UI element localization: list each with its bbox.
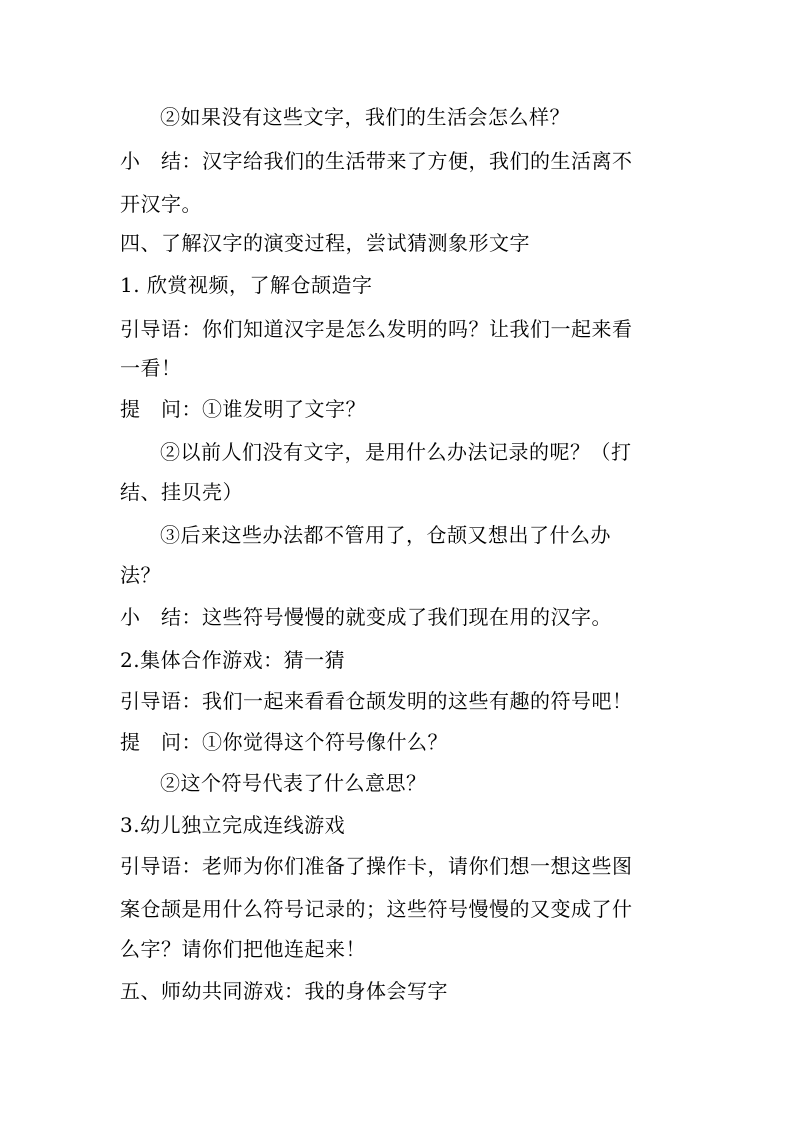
text-line: ②如果没有这些文字，我们的生活会怎么样？: [160, 105, 570, 129]
text-line: 引导语：你们知道汉字是怎么发明的吗？让我们一起来看: [120, 317, 633, 341]
text-line: 小 结：这些符号慢慢的就变成了我们现在用的汉字。: [120, 605, 612, 629]
subsection-heading: 1. 欣赏视频，了解仓颉造字: [120, 273, 373, 297]
text-line: 案仓颉是用什么符号记录的；这些符号慢慢的又变成了什: [120, 897, 633, 921]
text-line: 小 结：汉字给我们的生活带来了方便，我们的生活离不: [120, 149, 633, 173]
text-line: 法？: [120, 563, 161, 587]
section-heading: 五、师幼共同游戏：我的身体会写字: [120, 979, 448, 1003]
text-line: 开汉字。: [120, 192, 202, 216]
text-line: ②这个符号代表了什么意思？: [160, 771, 427, 795]
subsection-heading: 3.幼儿独立完成连线游戏: [120, 813, 346, 837]
text-line: 引导语：我们一起来看看仓颉发明的这些有趣的符号吧！: [120, 689, 633, 713]
text-line: 引导语：老师为你们准备了操作卡，请你们想一想这些图: [120, 854, 633, 878]
text-line: 提 问：①你觉得这个符号像什么？: [120, 730, 448, 754]
text-line: ②以前人们没有文字，是用什么办法记录的呢？（打: [160, 440, 632, 464]
text-line: 提 问：①谁发明了文字？: [120, 397, 366, 421]
text-line: 一看！: [120, 356, 182, 380]
text-line: ③后来这些办法都不管用了，仓颉又想出了什么办: [160, 523, 611, 547]
text-line: 么字？请你们把他连起来！: [120, 937, 366, 961]
section-heading: 四、了解汉字的演变过程，尝试猜测象形文字: [120, 231, 530, 255]
text-line: 结、挂贝壳）: [120, 480, 243, 504]
subsection-heading: 2.集体合作游戏：猜一猜: [120, 648, 346, 672]
